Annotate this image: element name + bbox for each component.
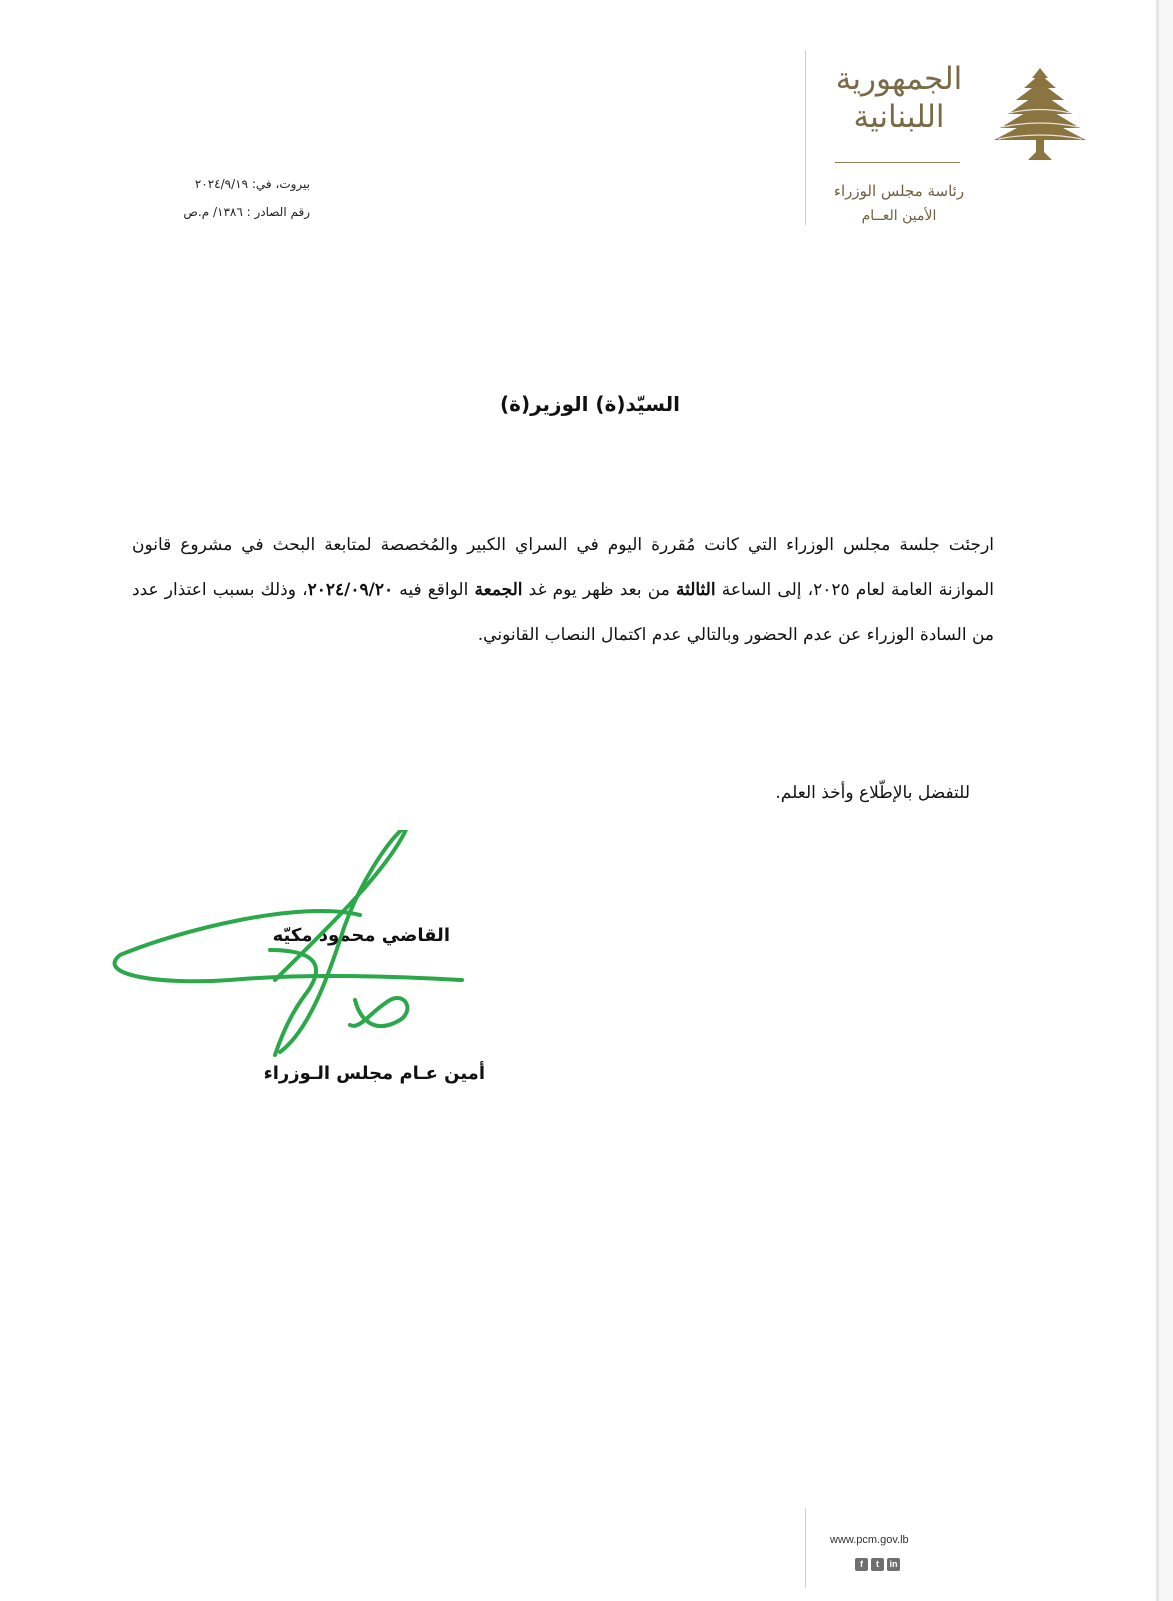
footer — [805, 1508, 945, 1588]
letterhead — [805, 50, 1135, 240]
signer-name: القاضي محمود مكيّه — [272, 925, 450, 946]
body-text-part: الواقع فيه — [393, 580, 475, 600]
body-text-part: ارجئت جلسة مجلس الوزراء التي كانت مُقررة اليوم في السراي الكبير والمُخصصة لمتابعة البحث في مشروع قانون الموازنة العامة لعام ٢٠٢٥، إلى الساعة — [132, 535, 994, 600]
page-edge-line — [1156, 0, 1159, 1601]
place-date: بيروت، في: ٢٠٢٤/٩/١٩ — [194, 177, 310, 191]
page-edge-shadow — [1159, 0, 1173, 1601]
reference-number: رقم الصادر : ١٣٨٦/ م.ص — [183, 205, 310, 219]
signer-title: أمين عـام مجلس الـوزراء — [263, 1063, 485, 1084]
secretary-general-label: الأمين العــام — [861, 208, 937, 224]
twitter-icon[interactable]: t — [871, 1558, 884, 1571]
letter-body — [132, 523, 994, 658]
linkedin-icon[interactable]: in — [887, 1558, 900, 1571]
website-link[interactable]: www.pcm.gov.lb — [830, 1534, 909, 1546]
signature-mark — [100, 830, 480, 1060]
republic-name: الجمهورية اللبنانية — [835, 61, 963, 135]
body-bold-time: الثالثة — [675, 580, 716, 600]
closing-line: للتفضل بالإطّلاع وأخذ العلم. — [775, 783, 970, 803]
social-icons — [855, 1558, 900, 1571]
body-text-part: ، وذلك بسبب اعتذار عدد من السادة الوزراء عن عدم الحضور وبالتالي عدم اكتمال النصاب القانوني. — [132, 580, 994, 645]
body-text-part: من بعد ظهر يوم غد — [522, 580, 676, 600]
body-bold-date: ٢٠٢٤/٠٩/٢٠ — [307, 580, 394, 600]
letterhead-rule — [835, 162, 960, 163]
footer-divider — [805, 1508, 806, 1588]
letterhead-divider — [805, 50, 806, 225]
salutation: السيّد(ة) الوزير(ة) — [500, 392, 680, 416]
document-meta — [150, 170, 310, 226]
facebook-icon[interactable]: f — [855, 1558, 868, 1571]
cedar-tree-icon — [990, 66, 1090, 162]
presidency-label: رئاسة مجلس الوزراء — [833, 182, 965, 200]
body-bold-day: الجمعة — [474, 580, 523, 600]
